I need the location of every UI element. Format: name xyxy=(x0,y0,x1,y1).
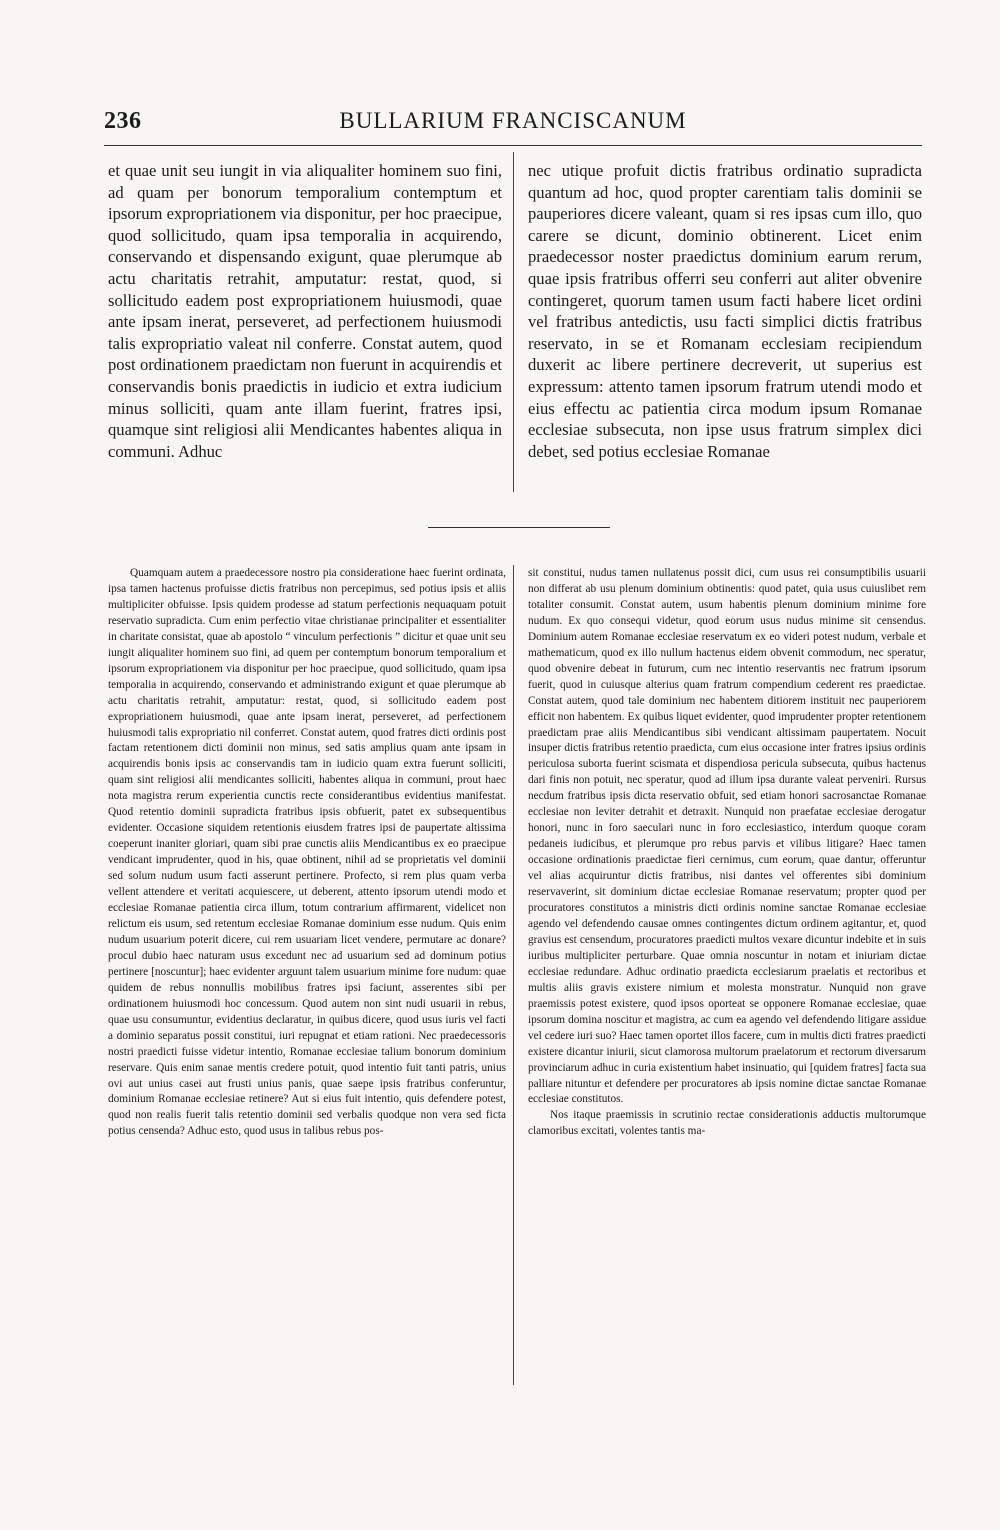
lower-right-paragraph-2: Nos itaque praemissis in scrutinio rectae considerationis adductis multorumque clamoribus excitati, volentes tantis ma- xyxy=(528,1109,926,1138)
lower-left-text: Quamquam autem a praedecessore nostro pia consideratione haec fuerint ordinata, ipsa tamen hactenus profuisse dictis fratribus non percepimus, sed potius ipsis et aliis multipliciter obfuisse. Ipsis quidem prodesse ad statum perfectionis nequaquam potuit reservatio supradicta. Cum enim perfectio vitae christianae principaliter et essentialiter in charitate consistat, quae ab apostolo “ vinculum perfectionis ” dicitur et quae unit seu iungit aliqualiter hominem suo fini, ad quem per contemptum bonorum temporalium et ipsorum expropriationem via disponitur per hoc praecipue, quod sollicitudo, quam ipsa temporalia in acquirendo, conservando et administrando exigunt et quae plerumque ab actu charitatis retrahit, amputatur: restat, quod, si sollicitudo eadem post expropriationem huiusmodi, quae ante ipsam inerat, perseveret, ad perfectionem huiusmodi talis expropriatio nil conferret. Constat autem, quod fratres dicti ordinis post factam retentionem dicti dominii non minus, sed satis amplius quam ante ipsam in acquirendis bonis ipsis ac conservandis tam in iudicio quam extra fuerunt solliciti, quam sint religiosi alii mendicantes solliciti, habentes aliqua in communi, prout haec nota magistra rerum experientia cunctis recte considerantibus evidentius manifestat. Quod retentio dominii supradicta fratribus ipsis obfuerit, patet ex subsequentibus evidenter. Occasione siquidem retentionis eiusdem fratres ipsi de paupertate altissima coeperunt inaniter gloriari, quam sibi prae cunctis aliis Mendicantibus ex eo praecipue vendicant imprudenter, quod in his, quae obtinent, nihil ad se proprietatis vel dominii sed solum nudum usum facti asserunt pertinere. Profecto, si rem plus quam verba vellent attendere et veritati acquiescere, ut deberent, attento ipsorum utendi modo et ecclesiae Romanae patientia circa illum, totum contrarium affirmarent, videlicet non relictum eis usum, sed retentum ecclesiae Romanae dominium esse nudum. Quis enim nudum usuarium poterit dicere, cui rem usuariam licet vendere, permutare ac donare? procul dubio haec naturam usus excedunt nec ad usuarium sed ad dominum potius pertinere [noscuntur]; haec evidenter arguunt talem usuarium minime fore nudum: quae quidem de rebus nonnullis mobilibus fratres ipsi faciunt, asserentes sibi per ordinationem huiusmodi hoc concessum. Quod autem non sint nudi usuarii in rebus, quae usu consumuntur, evidentius declaratur, in quibus dicere, quod usus iuris vel facti a dominio separatus possit constitui, iuri repugnat et etiam rationi. Nec praedecessoris nostri praedicti fuisse videtur intentio, Romanae ecclesiae talium bonorum dominium reservare. Quis enim sanae mentis credere potuit, quod intentio fuit tanti patris, unius ovi aut unius casei aut frusti unius panis, quae saepe ipsis fratribus conferuntur, dominium Romanae ecclesiae retinere? Aut si eius fuit intentio, quis defendere potest, quod non realis fuerit talis retentio dominii sed verbalis quodque non vera sed ficta potius censenda? Adhuc esto, quod usus in talibus rebus pos- xyxy=(108,567,506,1138)
lower-right-column xyxy=(528,566,926,1140)
upper-column-divider xyxy=(513,152,514,492)
upper-left-column xyxy=(108,160,502,462)
header-rule xyxy=(104,145,922,146)
page-header xyxy=(104,108,922,140)
lower-column-divider xyxy=(513,565,514,1385)
upper-left-text: et quae unit seu iungit in via aliqualiter hominem suo fini, ad quam per bonorum temporalium contemptum et ipsorum expropriationem via disponitur, per hoc praecipue, quod sollicitudo, quam ipsa temporalia in acquirendo, conservando et dispensando exigunt, quae plerumque ab actu charitatis retrahit, amputatur: restat, quod, si sollicitudo eadem post expropriationem huiusmodi, quae ante ipsam inerat, perseveret, ad perfectionem huiusmodi talis expropriatio valeat nil conferre. Constat autem, quod post ordinationem praedictam non fuerunt in acquirendis et conservandis bonis praedictis in iudicio et extra iudicium minus solliciti, quam ante illam fuerint, fratres ipsi, quamque sint religiosi alii Mendicantes habentes aliqua in communi. Adhuc xyxy=(108,161,502,461)
upper-right-text: nec utique profuit dictis fratribus ordinatio supradicta quantum ad hoc, quod propter carentiam talis dominii se pauperiores dicere valeant, quam si res ipsas cum illo, quo carere se dicunt, dominio obtinerent. Licet enim praedecessor noster praedictus dominium earum rerum, quae ipsis fratribus offerri seu conferri aut aliter obvenire contingeret, quorum tamen usum facti habere licet ordini vel fratribus antedictis, usu facti simplici dictis fratribus reservato, in se et Romanam ecclesiam recipiendum duxerit ac libere pertinere decreverit, ut superius est expressum: attento tamen ipsorum fratrum utendi modo et eius effectu ac patientia circa modum ipsum Romanae ecclesiae subsecuta, non ipse usus fratrum simplex dici debet, sed potius ecclesiae Romanae xyxy=(528,161,922,461)
section-separator-rule xyxy=(428,527,610,528)
page-number: 236 xyxy=(104,108,142,134)
running-title: BULLARIUM FRANCISCANUM xyxy=(339,108,687,133)
lower-right-text: sit constitui, nudus tamen nullatenus possit dici, cum usus rei consumptibilis usuarii non differat ab usu plenum dominium obtinentis: quod patet, quia usus cuiuslibet rem totaliter consumit. Constat autem, usum habentis plenum dominium minime fore nudum. Ex quo consequi videtur, quod eorum usus nudus minime sit censendus. Dominium autem Romanae ecclesiae reservatum ex eo videri potest nudum, verbale et mathematicum, quod ex illo nullum hactenus eidem obvenit commodum, nec speratur, quod obvenire debeat in futurum, cum nec intentio reservantis nec fratrum ipsorum fuerit, quod in cuiusque alterius quam fratrum compendium cederent res praedictae. Constat autem, quod tale dominium nec habentem ditiorem instituit nec pauperiorem efficit non habentem. Ex quibus liquet evidenter, quod imprudenter propter retentionem praedictam prae aliis Mendicantibus sibi vendicant altissimam paupertatem. Nocuit insuper dictis fratribus retentio praedicta, cum eius occasione inter fratres ipsius ordinis periculosa suborta fuerint scismata et dispendiosa pericula subsecuta, quibus hactenus dari finis non potuit, nec speratur, quod ad illum ipsa durante valeat perveniri. Rursus necdum fratribus ipsis dicta reservatio obfuit, sed etiam honori sacrosanctae Romanae ecclesiae non leviter detrahit et detraxit. Nunquid non praefatae ecclesiae derogatur honori, nunc in foro saeculari nunc in foro ecclesiastico, interdum quoque coram pedaneis iudicibus, et plerumque pro rebus parvis et vilibus litigare? Haec tamen occasione ordinationis praedictae fieri cernimus, cum eorum, quae dantur, offeruntur vel alias acquiruntur dictis fratribus, nisi dantes vel offerentes sibi dominium reservaverint, sit dominium dictae ecclesiae Romanae reservatum; propter quod per procuratores constitutos a ministris dicti ordinis nomine sanctae Romanae ecclesiae agendo vel defendendo causae omnes contingentes dictum ordinem agitantur, et, quod gravius est censendum, procuratores praedicti multos vexare dicuntur indebite et in suis iuribus multipliciter perturbare. Quae omnia noscuntur in notam et iniuriam dictae ecclesiae redundare. Adhuc ordinatio praedicta ecclesiarum praelatis et rectoribus et multis aliis gravis existere nimium et molesta monstratur. Nunquid non grave praemissis potest existere, quod ipsos oporteat se opponere Romanae ecclesiae, quae ipsorum domina noscitur et magistra, ac cum ea agendo vel defendendo litigare assidue vel cedere iuri suo? Haec tamen oportet illos facere, cum in multis dicti fratres praedicti existere dicantur iniurii, sicut clamorosa multorum praelatorum et rectorum diversarum provinciarum adhuc in curia existentium habet insinuatio, qui [quidem fratres] facta sua palliare nituntur et defendere per procuratores ab ipsis nomine dictae sanctae Romanae ecclesiae constitutos. xyxy=(528,567,926,1106)
lower-left-column xyxy=(108,566,506,1140)
upper-right-column xyxy=(528,160,922,462)
